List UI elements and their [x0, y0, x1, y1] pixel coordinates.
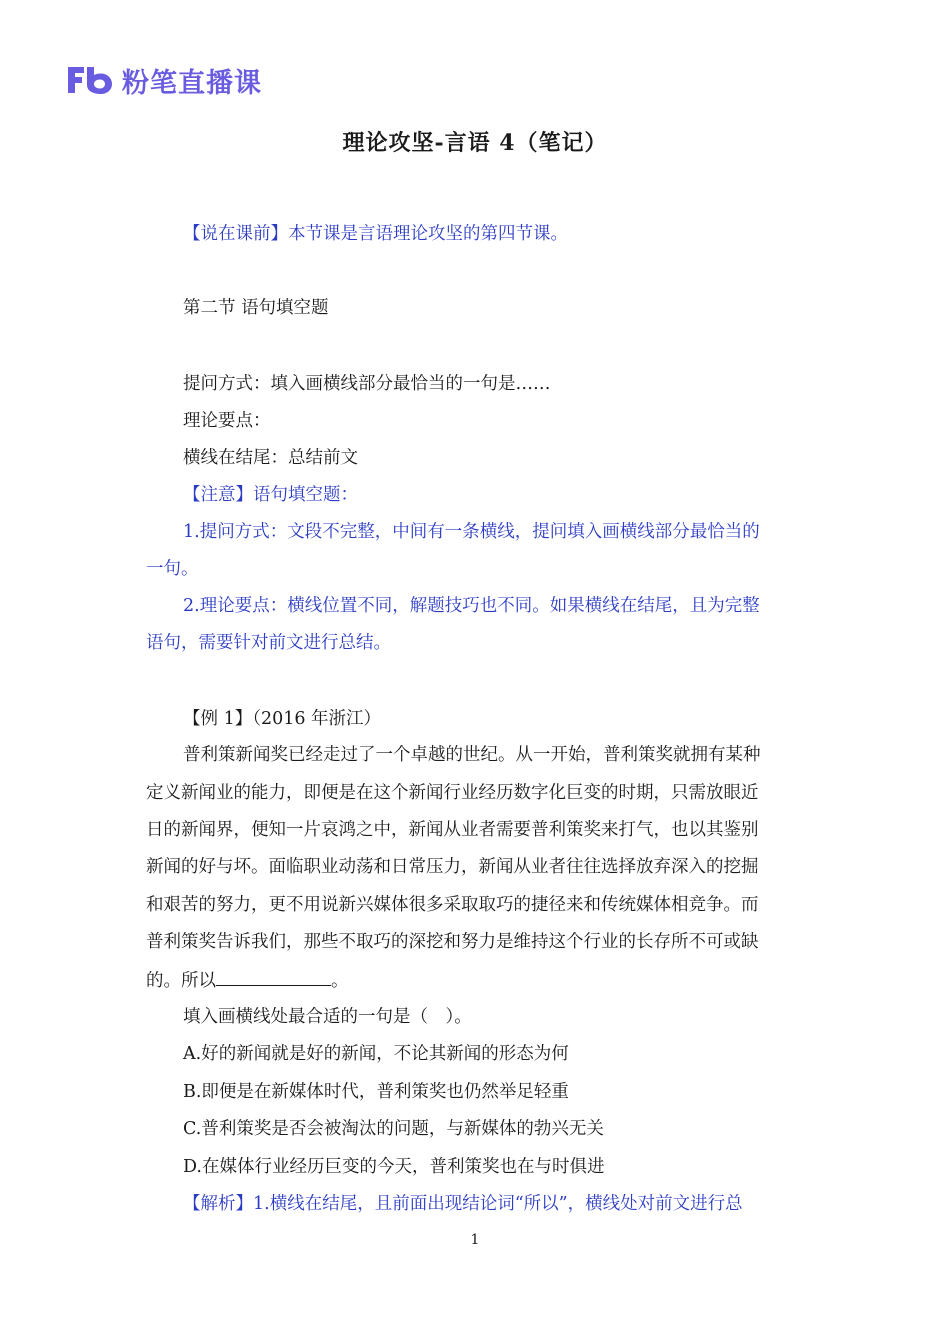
- intro-line: [183, 222, 568, 246]
- option-c: C.普利策奖是否会被淘汰的问题，与新媒体的勃兴无关: [183, 1119, 604, 1139]
- example-source: （2016 年浙江）: [252, 709, 382, 729]
- note-item-2-line-1: 2.理论要点：横线位置不同，解题技巧也不同。如果横线在结尾，且为完整: [183, 596, 760, 616]
- passage-line: 普利策奖告诉我们，那些不取巧的深挖和努力是维持这个行业的长存所不可或缺: [146, 932, 759, 952]
- analysis-line: [183, 1192, 743, 1216]
- answer-blank: [216, 967, 331, 986]
- option-d: D.在媒体行业经历巨变的今天，普利策奖也在与时俱进: [183, 1157, 605, 1177]
- analysis-tag: 【解析】: [183, 1194, 253, 1214]
- option-b: B.即便是在新媒体时代，普利策奖也仍然举足轻重: [183, 1082, 569, 1102]
- passage-line: 日的新闻界，便知一片哀鸿之中，新闻从业者需要普利策奖来打气，也以其鉴别: [146, 820, 759, 840]
- theory-point: 横线在结尾：总结前文: [183, 448, 358, 468]
- passage-line: 新闻的好与坏。面临职业动荡和日常压力，新闻从业者往往选择放弃深入的挖掘: [146, 857, 759, 877]
- page-number: 1: [470, 1232, 480, 1248]
- passage-last-line: [146, 967, 349, 993]
- example-question: 填入画横线处最合适的一句是（ ）。: [183, 1007, 472, 1027]
- theory-label: 理论要点：: [183, 411, 271, 431]
- brand-logo: [66, 60, 262, 100]
- note-line: [183, 483, 358, 507]
- document-title: 理论攻坚-言语 4（笔记）: [342, 130, 608, 156]
- note-tag: 【注意】: [183, 485, 253, 505]
- note-text: 语句填空题：: [253, 485, 358, 505]
- passage-last-start: 的。所以: [146, 971, 216, 991]
- passage-line: 和艰苦的努力，更不用说新兴媒体很多采取取巧的捷径来和传统媒体相竞争。而: [146, 895, 759, 915]
- intro-text: 本节课是言语理论攻坚的第四节课。: [288, 224, 568, 244]
- passage-last-end: 。: [331, 971, 349, 991]
- question-method: 提问方式：填入画横线部分最恰当的一句是……: [183, 374, 551, 394]
- fb-logo-icon: [66, 65, 114, 95]
- note-item-1-line-2: 一句。: [146, 559, 199, 579]
- example-tag: 【例 1】: [183, 709, 253, 729]
- brand-name: 粉笔直播课: [122, 67, 262, 99]
- section-heading: 第二节 语句填空题: [183, 298, 329, 318]
- note-item-2-line-2: 语句，需要针对前文进行总结。: [146, 633, 391, 653]
- passage-line: 定义新闻业的能力，即便是在这个新闻行业经历数字化巨变的时期，只需放眼近: [146, 783, 759, 803]
- intro-tag: 【说在课前】: [183, 224, 288, 244]
- option-a: A.好的新闻就是好的新闻，不论其新闻的形态为何: [183, 1044, 569, 1064]
- analysis-text: 1.横线在结尾，且前面出现结论词“所以”，横线处对前文进行总: [253, 1194, 743, 1214]
- note-item-1-line-1: 1.提问方式：文段不完整，中间有一条横线，提问填入画横线部分最恰当的: [183, 522, 760, 542]
- example-heading: [183, 707, 381, 731]
- passage-line: 普利策新闻奖已经走过了一个卓越的世纪。从一开始，普利策奖就拥有某种: [183, 745, 761, 765]
